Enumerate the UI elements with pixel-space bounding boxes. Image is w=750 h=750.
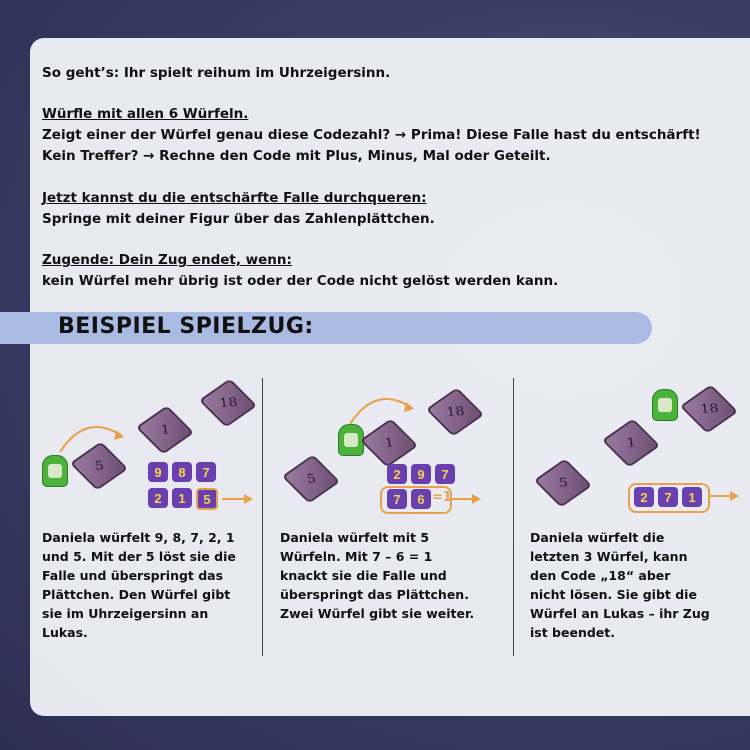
tile-5: 5 [282, 454, 340, 503]
tile-5: 5 [534, 458, 592, 507]
dice-row-top [148, 462, 216, 482]
tile-1: 1 [136, 405, 194, 454]
heading-turn-end: Zugende: Dein Zug endet, wenn: [42, 252, 292, 268]
die: 1 [682, 487, 702, 507]
pawn-icon [652, 389, 678, 421]
heading-roll: Würfle mit allen 6 Würfeln. [42, 106, 249, 122]
tile-1: 1 [360, 418, 418, 467]
example-title: BEISPIEL SPIELZUG: [58, 314, 314, 339]
die: 1 [172, 488, 192, 508]
equation-result: =1 [432, 490, 452, 505]
die: 7 [196, 462, 216, 482]
die-highlighted: 5 [196, 488, 218, 510]
example-1-caption: Daniela würfelt 9, 8, 7, 2, 1 und 5. Mit der 5 löst sie die Falle und überspringt das Plättchen. Den Würfel gibt sie im Uhrzeigersinn an Lukas. [42, 530, 236, 640]
dice-row [634, 487, 702, 507]
tile-5: 5 [70, 441, 128, 490]
die: 7 [387, 489, 407, 509]
pass-arrow-icon [450, 492, 482, 506]
rule-line-match: Zeigt einer der Würfel genau diese Codezahl? → Prima! Diese Falle hast du entschärft! [42, 127, 701, 143]
rule-line-calc: Kein Treffer? → Rechne den Code mit Plus, Minus, Mal oder Geteilt. [42, 148, 551, 164]
dice-row-bottom [387, 489, 431, 509]
column-divider [513, 378, 514, 656]
rule-line-end: kein Würfel mehr übrig ist oder der Code nicht gelöst werden kann. [42, 273, 559, 289]
die: 2 [634, 487, 654, 507]
die: 2 [148, 488, 168, 508]
pass-arrow-icon [708, 489, 740, 503]
die: 7 [435, 464, 455, 484]
die: 8 [172, 462, 192, 482]
column-divider [262, 378, 263, 656]
pass-arrow-icon [222, 492, 254, 506]
tile-1: 1 [602, 418, 660, 467]
die: 9 [411, 464, 431, 484]
die: 6 [411, 489, 431, 509]
heading-cross: Jetzt kannst du die entschärfte Falle durchqueren: [42, 190, 427, 206]
die: 9 [148, 462, 168, 482]
dice-row-top [387, 464, 455, 484]
tile-18: 18 [680, 384, 738, 433]
pawn-icon [338, 424, 364, 456]
die: 2 [387, 464, 407, 484]
tile-18: 18 [199, 378, 257, 427]
pawn-icon [42, 455, 68, 487]
rule-line-jump: Springe mit deiner Figur über das Zahlenplättchen. [42, 211, 435, 227]
jump-arrow-icon [348, 390, 418, 426]
tile-18: 18 [426, 387, 484, 436]
intro-text: So geht’s: Ihr spielt reihum im Uhrzeigersinn. [42, 65, 391, 81]
example-2-caption: Daniela würfelt mit 5 Würfeln. Mit 7 – 6 = 1 knackt sie die Falle und überspringt das Plättchen. Zwei Würfel gibt sie weiter. [280, 530, 475, 621]
example-3-caption: Daniela würfelt die letzten 3 Würfel, kann den Code „18“ aber nicht lösen. Sie gibt die Würfel an Lukas – ihr Zug ist beendet. [530, 530, 710, 640]
dice-row-bottom [148, 488, 218, 510]
die: 7 [658, 487, 678, 507]
